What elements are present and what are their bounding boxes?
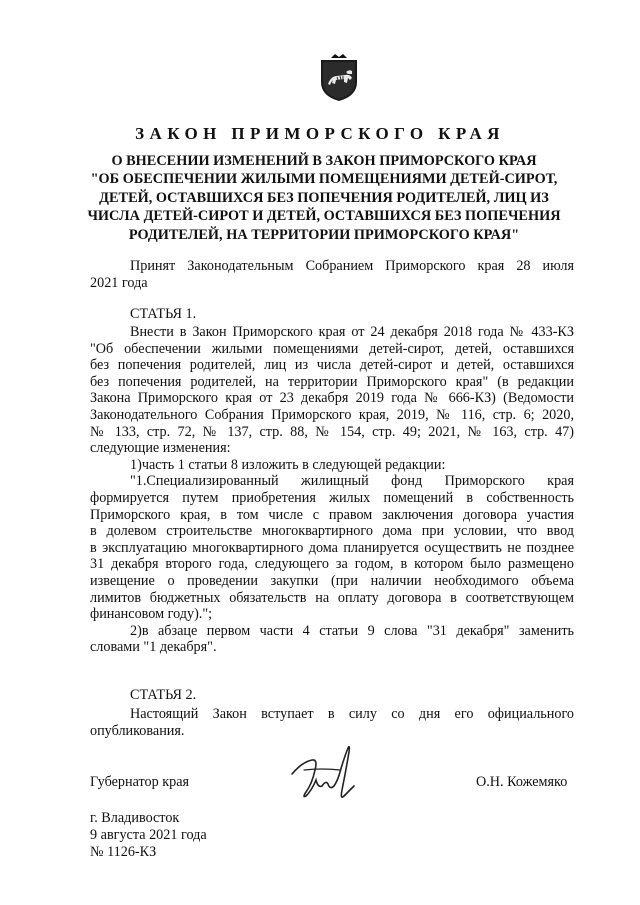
- quote-line: формируется путем приобретения жилых помещений в собственность: [90, 489, 574, 506]
- subtitle-line: О ВНЕСЕНИИ ИЗМЕНЕНИЙ В ЗАКОН ПРИМОРСКОГО КРАЯ: [111, 153, 537, 169]
- adoption-note: [90, 258, 574, 291]
- coat-of-arms-icon: [319, 52, 359, 102]
- article-1-body: [90, 324, 574, 656]
- paragraph-line: № 133, стр. 72, № 137, стр. 88, № 154, стр. 49; 2021, № 163, стр. 47): [90, 423, 574, 440]
- item-1-label: 1)часть 1 статьи 8 изложить в следующей редакции:: [130, 456, 446, 473]
- article-1-heading: СТАТЬЯ 1.: [130, 306, 197, 322]
- quote-line: извещение о проведении закупки (при наличии необходимого объема: [90, 572, 574, 589]
- paragraph-line: опубликования.: [90, 722, 185, 739]
- quote-line: лимитов бюджетных обязательств на оплату договора в соответствующем: [90, 589, 574, 606]
- paragraph-line: Настоящий Закон вступает в силу со дня его официального: [130, 706, 574, 722]
- paragraph-line: следующие изменения:: [90, 440, 231, 457]
- paragraph-line: Законодательного Собрания Приморского края, 2019, № 116, стр. 6; 2020,: [90, 406, 574, 423]
- quote-line: Приморского края, в том числе с правом заключения договора участия: [90, 506, 574, 523]
- quote-line: 31 декабря второго года, следующего за годом, в котором было размещено: [90, 556, 574, 573]
- subtitle-line: РОДИТЕЛЕЙ, НА ТЕРРИТОРИИ ПРИМОРСКОГО КРАЯ": [128, 226, 520, 243]
- subtitle-line: "ОБ ОБЕСПЕЧЕНИИ ЖИЛЫМИ ПОМЕЩЕНИЯМИ ДЕТЕЙ-СИРОТ,: [90, 171, 558, 188]
- paragraph-line: Закона Приморского края от 23 декабря 2019 года № 666-КЗ) (Ведомости: [90, 390, 574, 407]
- adoption-line: 2021 года: [90, 274, 148, 291]
- quote-line: "1.Специализированный жилищный фонд Приморского края: [130, 473, 574, 490]
- handwritten-signature-icon: [282, 740, 366, 806]
- signatory-name: О.Н. Кожемяко: [476, 774, 568, 790]
- paragraph-line: без попечения родителей, на территории Приморского края" (в редакции: [90, 373, 574, 390]
- quote-line: в долевом строительстве многоквартирного дома при условии, что ввод: [90, 523, 574, 540]
- quote-line: в эксплуатацию многоквартирного дома планируется осуществить не позднее: [90, 539, 574, 556]
- item-2-line: словами "1 декабря".: [90, 639, 217, 656]
- paragraph-line: Внести в Закон Приморского края от 24 декабря 2018 года № 433-КЗ: [130, 324, 574, 340]
- issue-date: 9 августа 2021 года: [90, 826, 207, 843]
- paragraph-line: без попечения родителей, лиц из числа детей-сирот и детей, оставшихся: [90, 357, 574, 374]
- law-number: № 1126-КЗ: [90, 843, 157, 860]
- law-title: ЗАКОН ПРИМОРСКОГО КРАЯ: [135, 124, 505, 143]
- subtitle-line: ЧИСЛА ДЕТЕЙ-СИРОТ И ДЕТЕЙ, ОСТАВШИХСЯ БЕЗ ПОПЕЧЕНИЯ: [87, 208, 561, 225]
- adoption-line: Принят Законодательным Собранием Приморского края 28 июля: [130, 258, 574, 274]
- issue-city: г. Владивосток: [90, 810, 180, 826]
- item-2-line: 2)в абзаце первом части 4 статьи 9 слова "31 декабря" заменить: [130, 622, 574, 639]
- subtitle-line: ДЕТЕЙ, ОСТАВШИХСЯ БЕЗ ПОПЕЧЕНИЯ РОДИТЕЛЕЙ, ЛИЦ ИЗ: [99, 189, 549, 206]
- signatory-position: Губернатор края: [90, 774, 190, 790]
- document-footer: [90, 810, 207, 860]
- paragraph-line: "Об обеспечении жилыми помещениями детей-сирот, детей, оставшихся: [90, 340, 574, 357]
- article-2-heading: СТАТЬЯ 2.: [130, 687, 197, 703]
- article-2-body: [90, 706, 574, 739]
- law-subtitle: [84, 152, 564, 244]
- quote-line: финансовом году).";: [90, 606, 213, 623]
